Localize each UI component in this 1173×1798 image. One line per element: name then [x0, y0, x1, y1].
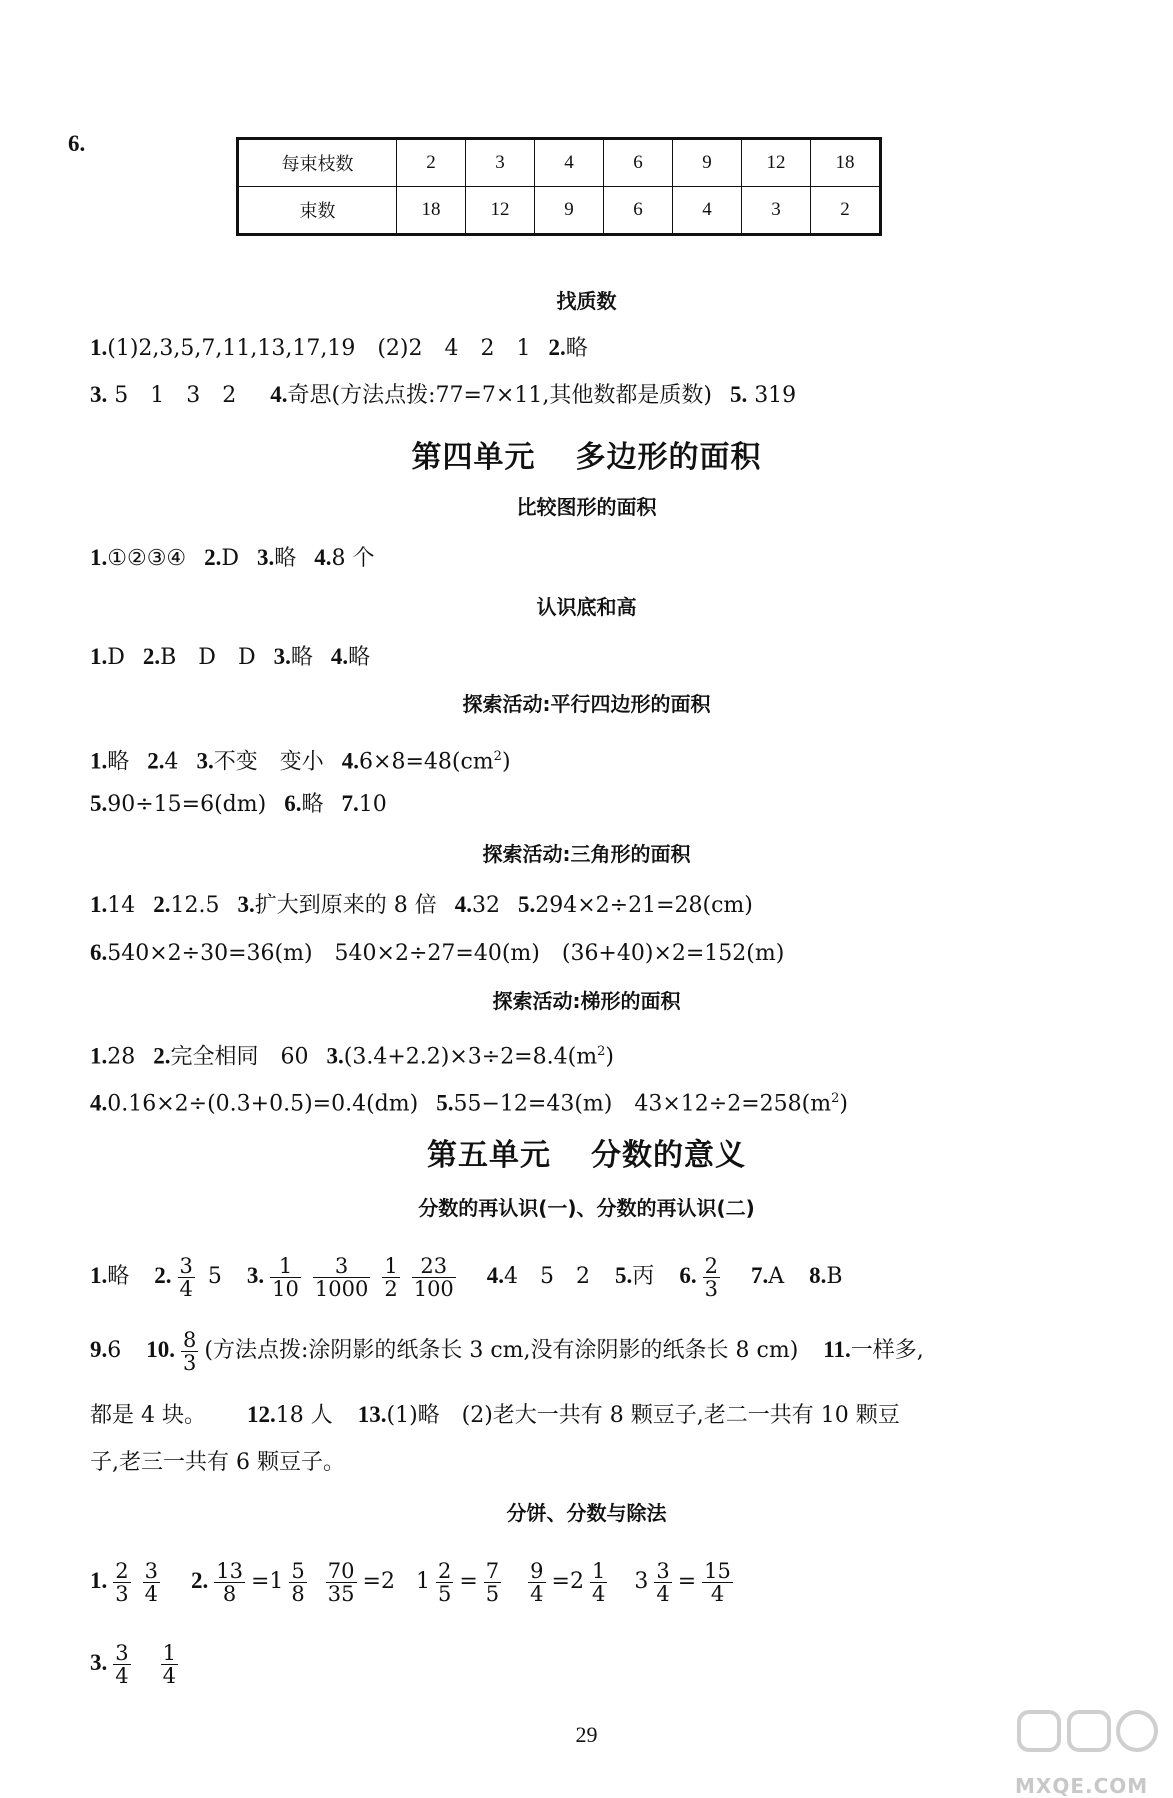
fraction	[289, 1560, 306, 1605]
fraction	[412, 1255, 456, 1300]
numerator: 23	[412, 1255, 456, 1278]
numerator: 1	[591, 1558, 606, 1583]
closing-paren: )	[605, 1044, 614, 1070]
answer-line	[90, 380, 796, 411]
table-cell: 12	[742, 139, 811, 187]
denominator: 8	[222, 1581, 237, 1606]
table-cell: 9	[673, 139, 742, 187]
answer-text: (3.4+2.2)×3÷2=8.4(m	[343, 1044, 598, 1070]
denominator: 8	[291, 1581, 305, 1606]
denominator: 3	[704, 1276, 718, 1301]
table-cell: 4	[673, 187, 742, 235]
numerator: 70	[327, 1558, 355, 1583]
question-number: 4.	[90, 1090, 108, 1116]
answer-text: 奇思(方法点拨:77=7×11,其他数都是质数)	[287, 383, 712, 408]
question-number: 3.	[237, 892, 255, 917]
answer-line	[90, 1553, 739, 1610]
answer-text: 5 1 3 2	[114, 383, 237, 408]
answer-line	[90, 333, 588, 364]
numerator: 3	[144, 1558, 158, 1583]
question-number: 4.	[341, 748, 360, 774]
numerator: 2	[437, 1558, 452, 1583]
answer-text: A	[768, 1264, 785, 1289]
unit-name: 分数的意义	[591, 1138, 746, 1173]
fraction	[703, 1255, 720, 1300]
question-number: 3.	[90, 382, 108, 407]
numerator: 3	[179, 1253, 193, 1278]
numerator: 15	[704, 1558, 731, 1583]
question-number: 1.	[90, 545, 108, 570]
equals-text: =	[459, 1569, 478, 1594]
numerator: 3	[313, 1255, 370, 1278]
table-cell: 18	[397, 187, 466, 235]
whole-number: 1	[415, 1569, 430, 1594]
superscript: 2	[597, 1044, 606, 1059]
answer-line	[90, 1322, 924, 1379]
question-number: 2.	[147, 748, 165, 774]
unit-title	[0, 432, 1173, 476]
answer-text: D	[107, 645, 125, 670]
fraction	[382, 1255, 399, 1300]
question-number: 5.	[90, 791, 108, 816]
answer-text: 6	[107, 1338, 122, 1363]
answer-text: (1)2,3,5,7,11,13,17,19 (2)2 4 2 1	[107, 336, 531, 361]
fraction	[214, 1560, 245, 1605]
answer-line	[90, 1400, 900, 1431]
denominator: 1000	[314, 1276, 369, 1301]
answer-text: 540×2÷30=36(m) 540×2÷27=40(m) (36+40)×2=152(m)	[107, 941, 785, 966]
question-number: 6.	[679, 1263, 697, 1288]
question-number: 1.	[90, 1263, 108, 1288]
numerator: 1	[384, 1253, 398, 1278]
question-number: 4.	[486, 1263, 505, 1288]
table-cell: 18	[811, 139, 881, 187]
fraction	[313, 1255, 370, 1300]
fraction	[654, 1560, 671, 1605]
answer-line	[90, 890, 753, 921]
question-number: 1.	[90, 892, 108, 917]
fraction	[143, 1560, 160, 1605]
fraction	[590, 1560, 607, 1605]
section-title: 探索活动:三角形的面积	[482, 842, 691, 866]
question-number: 3.	[196, 748, 214, 774]
numerator: 7	[485, 1558, 500, 1583]
answer-text: 完全相同 60	[170, 1044, 309, 1070]
question-number: 9.	[90, 1337, 108, 1362]
question-number: 3.	[273, 644, 291, 669]
question-number: 8.	[809, 1263, 827, 1288]
watermark-logo-icon	[1015, 1708, 1165, 1778]
table-cell: 9	[535, 187, 604, 235]
denominator: 4	[162, 1663, 176, 1688]
question-number: 5.	[615, 1263, 633, 1288]
answer-text: 55−12=43(m) 43×12÷2=258(m	[453, 1091, 832, 1117]
numerator: 3	[115, 1640, 129, 1665]
question-number: 3.	[90, 1650, 108, 1675]
answer-text: 4	[164, 749, 179, 775]
answer-text: 略	[274, 546, 297, 571]
table-cell: 2	[811, 187, 881, 235]
denominator: 3	[183, 1350, 197, 1375]
equals-text: =2	[551, 1569, 584, 1594]
section-title: 认识底和高	[536, 595, 637, 619]
question-number: 6.	[90, 940, 108, 965]
numerator: 5	[291, 1558, 305, 1583]
watermark-text: MXQE.COM	[1015, 1774, 1149, 1798]
table-cell: 6	[604, 139, 673, 187]
table-header-cell: 束数	[238, 187, 397, 235]
answer-text: 28	[107, 1044, 136, 1070]
question-number: 3.	[246, 1263, 265, 1288]
question-number: 11.	[823, 1337, 851, 1362]
question-number: 4.	[314, 545, 332, 570]
answer-text: 一样多,	[850, 1338, 924, 1363]
question-number: 4.	[270, 382, 288, 407]
section-title-find-primes: 找质数	[556, 289, 617, 313]
answer-text: 12.5	[170, 893, 220, 918]
fraction	[436, 1560, 453, 1605]
answer-text: 略	[107, 749, 130, 775]
superscript: 2	[831, 1091, 840, 1106]
section-title: 分饼、分数与除法	[506, 1501, 667, 1525]
question-number: 7.	[750, 1263, 769, 1288]
answer-text: 都是 4 块。	[90, 1403, 206, 1428]
fraction	[113, 1642, 130, 1687]
answer-text: 略	[290, 645, 313, 670]
equals-text: =2	[362, 1569, 395, 1594]
answer-text: D	[221, 546, 240, 571]
question-number: 4.	[454, 892, 472, 917]
answer-text: 0.16×2÷(0.3+0.5)=0.4(dm)	[107, 1091, 419, 1117]
answer-text: 10	[358, 792, 387, 817]
question-number: 5.	[517, 892, 536, 917]
denominator: 100	[413, 1276, 454, 1301]
answer-text: 不变 变小	[213, 749, 324, 775]
answer-line	[90, 938, 784, 969]
denominator: 2	[384, 1276, 398, 1301]
fraction	[181, 1329, 198, 1374]
numerator: 9	[530, 1558, 544, 1583]
fraction	[161, 1642, 178, 1687]
unit-number: 第四单元	[411, 440, 536, 475]
question-number: 2.	[153, 1043, 171, 1069]
table-header-cell: 每束枝数	[238, 139, 397, 187]
table-cell: 3	[466, 139, 535, 187]
numerator: 1	[270, 1255, 301, 1278]
question-number: 6.	[284, 791, 302, 816]
whole-number: 3	[634, 1569, 649, 1594]
denominator: 3	[115, 1581, 129, 1606]
question-number: 2.	[191, 1568, 209, 1593]
denominator: 5	[485, 1581, 500, 1606]
fraction	[326, 1560, 357, 1605]
denominator: 4	[530, 1581, 544, 1606]
bundles-table	[236, 137, 882, 236]
answer-line	[90, 1084, 848, 1119]
numerator: 13	[216, 1558, 243, 1583]
numerator: 3	[656, 1558, 670, 1583]
question-number: 3.	[257, 545, 275, 570]
denominator: 10	[272, 1276, 299, 1301]
answer-text: 294×2÷21=28(cm)	[535, 893, 753, 918]
fraction	[270, 1255, 301, 1300]
fraction	[113, 1560, 130, 1605]
answer-text: 略	[565, 336, 588, 361]
closing-paren: )	[501, 749, 511, 775]
answer-text: 丙	[632, 1264, 655, 1289]
question-number: 7.	[341, 791, 359, 816]
fraction	[178, 1255, 195, 1300]
answer-text: ①②③④	[107, 546, 187, 571]
question-number: 4.	[330, 644, 349, 669]
question-number: 10.	[146, 1337, 175, 1362]
table-cell: 2	[397, 139, 466, 187]
fraction	[484, 1560, 501, 1605]
answer-text: 4 5 2	[504, 1264, 591, 1289]
numerator: 2	[704, 1253, 718, 1278]
section-title: 探索活动:梯形的面积	[492, 989, 681, 1013]
numerator: 8	[183, 1327, 197, 1352]
answer-text: B	[826, 1264, 843, 1289]
question-number: 2.	[204, 545, 222, 570]
answer-line	[90, 789, 387, 820]
fraction	[528, 1560, 545, 1605]
question-number: 2.	[154, 1263, 172, 1288]
question-number: 1.	[90, 1043, 108, 1069]
answer-line	[90, 742, 511, 777]
unit-title	[0, 1130, 1173, 1174]
answer-text: 18 人	[275, 1403, 333, 1428]
answer-line	[90, 1448, 345, 1478]
table-cell: 6	[604, 187, 673, 235]
answer-text: 子,老三一共有 6 颗豆子。	[90, 1450, 345, 1475]
table-row	[238, 187, 881, 235]
answer-text: 32	[471, 893, 500, 918]
question-number: 1.	[90, 644, 108, 669]
answer-line	[90, 1635, 184, 1692]
table-cell: 4	[535, 139, 604, 187]
denominator: 4	[710, 1581, 725, 1606]
question-number: 2.	[153, 892, 171, 917]
answer-text: 略	[301, 792, 324, 817]
answer-line	[90, 543, 375, 574]
table-cell: 3	[742, 187, 811, 235]
question-number: 5.	[436, 1090, 454, 1116]
question-number: 3.	[326, 1043, 344, 1069]
denominator: 5	[437, 1581, 452, 1606]
answer-text: (方法点拨:涂阴影的纸条长 3 cm,没有涂阴影的纸条长 8 cm)	[204, 1338, 799, 1363]
denominator: 4	[144, 1581, 158, 1606]
closing-paren: )	[839, 1091, 848, 1117]
question-number: 5.	[729, 382, 748, 407]
answer-line	[90, 642, 370, 673]
answer-text: 14	[107, 893, 136, 918]
section-title: 探索活动:平行四边形的面积	[462, 692, 711, 716]
fraction	[702, 1560, 733, 1605]
question-number: 13.	[357, 1402, 387, 1427]
denominator: 4	[115, 1663, 129, 1688]
denominator: 35	[327, 1581, 355, 1606]
answer-text: 8 个	[331, 546, 375, 571]
unit-name: 多边形的面积	[575, 440, 762, 475]
answer-text: 90÷15=6(dm)	[107, 792, 267, 817]
question-number: 2.	[548, 335, 566, 360]
question-number: 1.	[90, 335, 108, 360]
unit-number: 第五单元	[427, 1138, 551, 1173]
answer-text: (1)略 (2)老大一共有 8 颗豆子,老二一共有 10 颗豆	[386, 1403, 900, 1428]
equals-text: =1	[250, 1569, 284, 1594]
answer-text: 5	[207, 1264, 222, 1289]
numerator: 2	[115, 1558, 129, 1583]
table-cell: 12	[466, 187, 535, 235]
answer-line	[90, 1248, 843, 1305]
answer-text: 319	[754, 383, 797, 408]
denominator: 4	[591, 1581, 606, 1606]
equals-text: =	[677, 1569, 697, 1594]
question-number: 12.	[246, 1402, 276, 1427]
answer-text: B D D	[160, 645, 256, 670]
answer-text: 扩大到原来的 8 倍	[254, 893, 437, 918]
answer-line	[90, 1037, 614, 1072]
denominator: 4	[656, 1581, 670, 1606]
section-title: 分数的再认识(一)、分数的再认识(二)	[418, 1196, 755, 1220]
question-number: 1.	[90, 748, 108, 774]
answer-text: 6×8=48(cm	[359, 749, 494, 775]
page-number: 29	[575, 1722, 598, 1747]
table-row	[238, 139, 881, 187]
question-number: 2.	[142, 644, 161, 669]
section-title: 比较图形的面积	[516, 495, 657, 519]
watermark	[1015, 1708, 1165, 1798]
denominator: 4	[179, 1276, 193, 1301]
answer-text: 略	[107, 1264, 130, 1289]
superscript: 2	[493, 749, 502, 764]
answer-text: 略	[348, 645, 371, 670]
numerator: 1	[162, 1640, 176, 1665]
question-number: 1.	[90, 1568, 108, 1593]
question-6-label: 6.	[68, 131, 86, 156]
